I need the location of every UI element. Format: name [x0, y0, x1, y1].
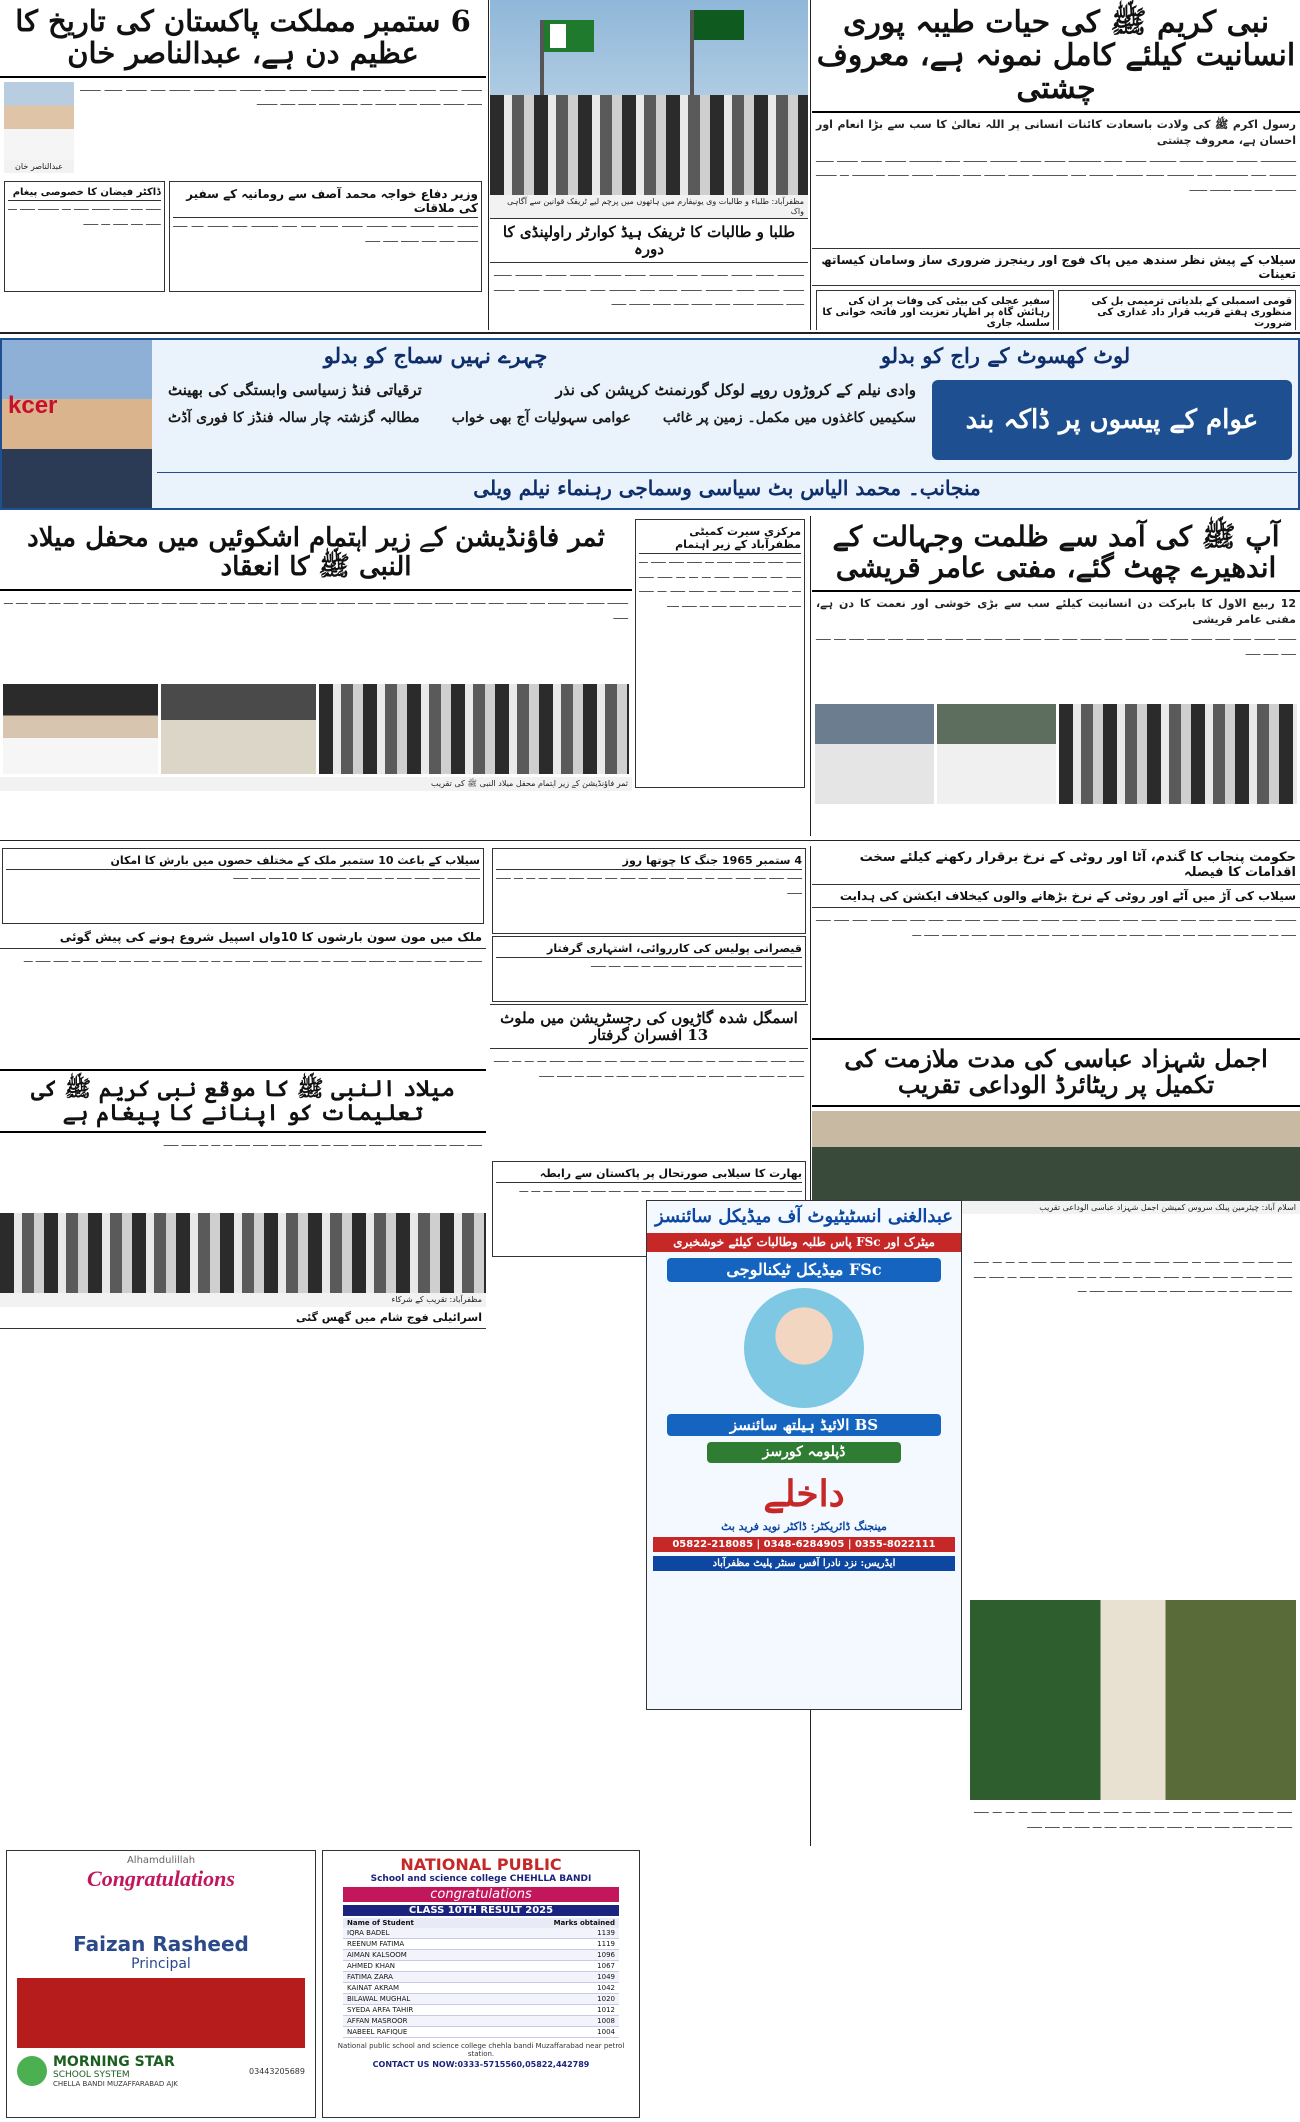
ad-ms-title: Congratulations [87, 1866, 235, 1891]
ad-ms-role: Principal [131, 1956, 191, 1972]
mid-right-column [812, 516, 1300, 836]
ad-national-public [322, 1850, 640, 2118]
mid-left-column [0, 516, 808, 836]
lower-right-column [812, 846, 1300, 1246]
photo-mufti-3 [1059, 704, 1297, 804]
ad-np-address: National public school and science college chehla bandi Muzaffarabad near petrol station. [337, 2042, 625, 2058]
body-top-right: ــــــــــــ ـــــــ ـــــــــ ــــــــ ـــــــــ ـــــــ ــــــ ـــــــــــ ـــــــ ـــــــ ـــــــــ ــــــــ ـــــ ـــــــــــ ـــــــ ـــــــ ـــــــ ــــــ ـــــــــ ـــــ ـــــــــــ ـــــ ـــــــــ ــــــ ـــــــــ ــــــــ ـــــ ــــــــــــ ـــــــ ـــــــ ــــــ ــــــــ ـــــــ ـــــــ ـــــــــــ ـــ ـــــــ ـــــــ ــــــ ــــــ ـــــــ ــــــ [816, 153, 1296, 194]
student-row [343, 2016, 619, 2027]
photo-ceremony-army [970, 1600, 1296, 1800]
student-marks: 1067 [597, 1962, 615, 1970]
student-marks: 1139 [597, 1929, 615, 1937]
portrait-column [4, 82, 74, 174]
body-sep-6: ـــــــ ــــــ ـــــــــ ـــــــ ــــــ ـــــــ ــــــــ ــــــ ـــــــ ـــــــ ــــــ ـــــــ ـــــــ ـــــ ـــــــ ــــــ ـــــــ ـــــ ـــــــ ـــــــ ــــــ ـــــــ ــــ ـــــ ـــــــ ــــــ ـــــ ـــــــ [80, 82, 482, 109]
body-smuggled-cars: ـــــ ـــــ ــــ ـــــ ـــــ ـــ ـــــ ـــــ ـــــ ـــ ـــــ ــــ ـــــ ـــــ ـــــ ـــ ـــ ـــ ـــــ ـــــ ـــ ـــــ ــــ ـــــ ـــــ ـــ ـــــ ـــــ ـــ ـــــ ــــ ـــ ـــــ ـــ ـــــ ـــــ [494, 1054, 804, 1080]
box-seerat-committee: مرکزی سیرت کمیٹی مظفرآباد کے زیر اہتمام ـــــ ـــــ ــــ ـــــ ـــــ ـــ ـــــ ـــــ ـــــ ـــ ـــــ ــــ ـــــ ـــــ ـــــ ـــ ـــ ـــ ـــــ ـــــ ـــ ـــــ ــــ ـــــ ـــــ ـــ ـــــ ـــــ ـــ ـــــ ــــ ـــ ـــــ ـــ ـــــ ـــــ ـــ ـــــ ــــ [635, 519, 805, 788]
caption-traffic-walk: مظفرآباد: طلباء و طالبات وی یونیفارم میں ہاتھوں میں پرچم لیے ٹریفک قوانین سے آگاہی واک [490, 195, 808, 218]
student-name: REENUM FATIMA [347, 1940, 405, 1948]
headline-top-right: نبی کریم ﷺ کی حیات طیبہ پوری انسانیت کیلئے کامل نمونہ ہے، معروف چشتی [812, 0, 1300, 113]
student-marks: 1004 [597, 2028, 615, 2036]
student-name: AIMAN KALSOOM [347, 1951, 407, 1959]
portrait-abdul-nasir [4, 82, 74, 160]
caption-milad-event: مظفرآباد: تقریب کے شرکاء [0, 1293, 486, 1307]
student-marks: 1012 [597, 2006, 615, 2014]
ad-ms-school-sub: SCHOOL SYSTEM [53, 2070, 130, 2080]
student-marks: 1008 [597, 2017, 615, 2025]
student-row [343, 2005, 619, 2016]
photo-mufti-2 [937, 704, 1056, 804]
box-police-arrest: قیصرانی پولیس کی کارروائی، اشتہاری گرفتار ـــــ ـــــ ــــ ـــــ ـــــ ـــ ـــــ ـــــ ـــــ ـــ ـــــ ــــ ـــــ [492, 936, 806, 1002]
headline-traffic-hq: طلبا و طالبات کا ٹریفک ہیڈ کوارٹر راولپنڈی کا دورہ [490, 218, 808, 263]
ad-med-phones: 05822-218085 | 0348-6284905 | 0355-8022111 [653, 1537, 955, 1552]
student-marks: 1020 [597, 1995, 615, 2003]
ad-ms-school: MORNING STAR [53, 2054, 175, 2070]
student-name: BILAWAL MUGHAL [347, 1995, 411, 2003]
student-name: KAINAT AKRAM [347, 1984, 400, 1992]
box-1965-war: 4 ستمبر 1965 جنگ کا چوتھا روز ـــــ ـــــ ــــ ـــــ ـــــ ـــ ـــــ ـــــ ـــــ ـــ ـــــ ــــ ـــــ ـــــ ـــــ ـــ ـــ ـــ ـــــ ـــــ [492, 848, 806, 934]
box-army-flood: سیلاب کے پیش نظر سندھ میں پاک فوج اور رینجرز ضروری ساز وسامان کیساتھ تعینات [812, 248, 1300, 286]
ad-np-contact: CONTACT US NOW:0333-5715560,05822,442789 [372, 2060, 590, 2069]
lower-left-column: سیلاب کے باعث 10 ستمبر ملک کے مختلف حصوں میں بارش کا امکان ـــــ ـــــ ــــ ـــــ ـــــ ـــ ـــــ ـــــ ـــــ ـــ ـــــ ــــ ـــــ ـــــ ـــــ ملک میں مون سون بارشوں کا 10واں اسپیل شروع ہونے کی پیش گوئی ـــــ ـــــ ــــ ـــــ ـــــ ـــ ـــــ ـــــ ـــــ ـــ ـــــ ــــ ـــــ ـــــ ـــــ ـــ ـــ ـــ ـــــ ـــــ ـــ ـــــ ــــ ـــــ ـــــ ـــ ـــــ ـــــ ـــ میلاد النبی ﷺ کا موقع نبی کریم ﷺ کی تعلیمات کو اپنانے کا پیغام ہے ـــــ ـــــ ــــ ـــــ ـــــ ـــ ـــــ ـــــ ـــــ ـــ ـــــ ــــ ـــــ ـــــ ـــــ ـــ ـــ ـــ ـــــ ـــــ مظفرآباد: تقریب کے شرکاء اسرائیلی فوج شام میں گھس گئی [0, 846, 486, 1846]
ad-med-diploma: ڈپلومہ کورسز [707, 1442, 901, 1463]
box-defence-minister: وزیر دفاع خواجہ محمد آصف سے رومانیہ کے سفیر کی ملاقات ـــــــ ـــــ ــــــــ ـــــ ـــــــ ـــــــ ــــــ ـــــ ـــــ ـــــــــ ـــــ ـــــــ ــــ ـــــ ـــــــ ـــــ ـــــ ــــــ ـــــ ـــــ [169, 181, 482, 292]
ad-ms-phone: 03443205689 [249, 2066, 305, 2076]
top-right-column [812, 0, 1300, 330]
ad-medical-institute [646, 1200, 962, 1710]
banner-footer: منجانب۔ محمد الیاس بٹ سیاسی وسماجی رہنماء نیلم ویلی [157, 472, 1297, 499]
headline-smuggled-cars: اسمگل شدہ گاڑیوں کی رجسٹریشن میں ملوث 13 افسران گرفتار [490, 1004, 808, 1049]
photo-samar-1 [3, 684, 158, 774]
ad-med-title: عبدالغنی انسٹیٹیوٹ آف میڈیکل سائنسز [654, 1206, 954, 1227]
top-left-column [0, 0, 486, 330]
student-name: IQRA BADEL [347, 1929, 390, 1937]
body-traffic-hq: ـــــــــ ــــــ ـــــــ ـــــــــ ـــــــ ــــــــ ـــــــ ـــــــــ ـــــــ ـــــــ ـــــــــ ــــــ ـــــــ ـــــــ ــــــ ـــــــــ ـــــــ ــــــ ـــــ ـــــــــ ـــــ ـــــــ ــــــ ـــــــ ـــــــ ــــــ ـــــــــ ـــــــ ـــــ ـــــــ ـــــ ــــــ ـــــــ ـــــ [494, 268, 804, 309]
box-punjab-flour: حکومت پنجاب کا گندم، آٹا اور روٹی کے نرخ برقرار رکھنے کیلئے سخت اقدامات کا فیصلہ [812, 846, 1300, 885]
photo-traffic-walk [490, 0, 808, 195]
banner-line-2: چہرے نہیں سماج کو بدلو [323, 343, 548, 368]
banner-line-6: عوامی سہولیات آج بھی خواب [451, 409, 631, 426]
student-row [343, 1961, 619, 1972]
lead-top-right: رسول اکرم ﷺ کی ولادت باسعادت کائنات انسانی پر اللہ تعالیٰ کا سب سے بڑا انعام اور احسان ہے، معروف چشتی [816, 118, 1296, 147]
lead-mufti-amir: 12 ربیع الاول کا بابرکت دن انسانیت کیلئے سب سے بڑی خوشی اور نعمت کا دن ہے، مفتی عامر قریشی [816, 596, 1296, 626]
ad-np-col-marks: Marks obtained [553, 1919, 615, 1927]
ad-ms-tag: Alhamdulillah [126, 1855, 196, 1866]
box-india-flood: بھارت کا سیلابی صورتحال پر پاکستان سے رابطہ ـــــ ـــــ ــــ ـــــ ـــــ ـــ ـــــ ـــــ ـــــ ـــ ـــــ ــــ ـــــ ـــــ ـــــ ـــ ـــ ـــ [492, 1161, 806, 1257]
student-row [343, 1928, 619, 1939]
banner-line-7: مطالبہ گزشتہ چار سالہ فنڈز کا فوری آڈٹ [168, 409, 420, 426]
photo-milad-event [0, 1213, 486, 1293]
top-middle-column [490, 0, 808, 330]
headline-ajmal-abbasi: اجمل شہزاد عباسی کی مدت ملازمت کی تکمیل پر ریٹائرڈ الوداعی تقریب [812, 1038, 1300, 1107]
student-name: AFFAN MASROOR [347, 2017, 408, 2025]
banner-callout: عوام کے پیسوں پر ڈاکہ بند [932, 380, 1292, 460]
ad-np-table [343, 1928, 619, 2038]
student-row [343, 1950, 619, 1961]
ad-med-photo [744, 1288, 864, 1408]
box-rain-forecast: سیلاب کے باعث 10 ستمبر ملک کے مختلف حصوں میں بارش کا امکان ـــــ ـــــ ــــ ـــــ ـــــ ـــ ـــــ ـــــ ـــــ ـــ ـــــ ــــ ـــــ ـــــ ـــــ [2, 848, 484, 924]
banner-line-4: ترقیاتی فنڈ زسیاسی وابستگی کی بھینٹ [168, 381, 422, 399]
caption-samar-foundation: ثمر فاؤنڈیشن کے زیر اہتمام محفل میلاد النبی ﷺ کی تقریب [0, 777, 632, 791]
ad-med-bs: BS الائیڈ ہیلتھ سائنسز [667, 1414, 941, 1437]
box-condolence: سفیر عجلی کی بیٹی کی وفات پر ان کی رہائش گاہ پر اظہار تعزیت اور فاتحہ خوانی کا سلسلہ جاری [816, 290, 1054, 330]
student-row [343, 1939, 619, 1950]
ad-med-director: مینجنگ ڈائریکٹر: ڈاکٹر نوید فرید بٹ [721, 1520, 887, 1534]
ad-ms-place: CHELLA BANDI MUZAFFARABAD AJK [53, 2080, 178, 2088]
headline-mufti-amir: آپ ﷺ کی آمد سے ظلمت وجہالت کے اندھیرے چھٹ گئے، مفتی عامر قریشی [812, 516, 1300, 592]
headline-milad-teachings: میلاد النبی ﷺ کا موقع نبی کریم ﷺ کی تعلیمات کو اپنانے کا پیغام ہے [0, 1069, 486, 1133]
banner-line-5: سکیمیں کاغذوں میں مکمل۔ زمین پر غائب [662, 409, 916, 426]
body-punjab-flour: ـــــــ ــــــ ـــــ ـــــ ـــــ ـــــ ــــــ ـــــ ـــــ ـــــــ ـــــ ـــــ ــــــ ـــــ ــــــ ـــــ ـــــ ـــــ ـــــ ـــــ ـــــ ــــــ ـــــ ـــــ ـــــ ـــــ ـــ ـــــ ـــــ ـــــ ـــــ ــــ ـــــ ـــــ ـــــ ـــ ـــــ ـــــ ـــ ـــــ ــــ ـــ ـــــ ـــــ ـــــ ـــ ـــــ ـــــ ـــ [816, 913, 1296, 939]
student-name: FATIMA ZARA [347, 1973, 393, 1981]
ad-np-title: NATIONAL PUBLIC [400, 1855, 562, 1874]
banner-line-1: لوٹ کھسوٹ کے راج کو بدلو [880, 343, 1131, 368]
banner-line-3: وادی نیلم کے کروڑوں روپے لوکل گورنمنٹ کرپشن کی نذر [555, 381, 916, 399]
student-marks: 1049 [597, 1973, 615, 1981]
ad-med-offer: میٹرک اور FSc پاس طلبہ وطالبات کیلئے خوشخبری [647, 1233, 961, 1252]
student-name: NABEEL RAFIQUE [347, 2028, 408, 2036]
ad-ms-logo [17, 2056, 47, 2086]
ad-morning-star [6, 1850, 316, 2118]
banner-portrait [2, 340, 152, 508]
lower-right-bottom: ـــــ ـــــ ــــ ـــــ ـــــ ـــ ـــــ ـــــ ـــــ ـــ ـــــ ــــ ـــــ ـــــ ـــــ ـــ ـــ ـــ ـــــ ـــــ ـــ ـــــ ــــ ـــــ ـــــ ـــ ـــــ ـــــ ـــ ـــــ ــــ ـــ ـــــ ـــ ـــــ ـــــ ـــ ـــــ ــــ ـــــ ـــــ ـــــ ـــ ـــ ـــ ـــــ ـــــ ـــ ـــــ ــــ ـــــ ـــــ ـــ ـــــ ـــــ ــــ ـــــ ـــــ ـــ ـــــ ـــــ ـــــ ـــ ـــــ ــــ ـــــ ـــــ ـــــ ـــ ـــ ـــ ـــــ ـــــ ـــ ـــــ ــــ ـــــ ـــــ ـــ ـــــ ـــــ ـــ ـــــ ــــ ـــ ـــــ ـــ ـــــ ـــــ [970, 1250, 1296, 2118]
student-row [343, 1983, 619, 1994]
student-marks: 1096 [597, 1951, 615, 1959]
banner-side-logo: kcer [8, 392, 58, 419]
portrait-byline: عبدالناصر خان [4, 160, 74, 174]
body-mufti-amir: ــــــ ـــــــ ــــــ ـــــ ـــــــ ــــــ ـــــ ــــــــ ــــــ ـــــــ ـــــ ـــــ ــــــ ـــــ ــــــ ـــــ ــــــ ـــــ ــــــ ـــــ ــــــ ـــــ ــــ ـــــ ـــــ ـــــ ـــــ [816, 632, 1296, 658]
ad-ms-results-block [17, 1978, 305, 2048]
caption-farewell: اسلام آباد: چیئرمین پبلک سروس کمیشن اجمل شہزاد عباسی الوداعی تقریب [812, 1201, 1300, 1215]
ad-np-result: CLASS 10TH RESULT 2025 [343, 1905, 619, 1916]
box-doctor-message: ڈاکٹر فیضان کا خصوصی پیغام ـــــ ــــ ـــــ ــــــ ـــــ ـــ ـــــــ ـــــ ـــ ـــــ ــــ ـــــ ـــ ـــــ [4, 181, 165, 292]
photo-samar-2 [161, 684, 316, 774]
student-name: AHMED KHAN [347, 1962, 396, 1970]
box-israel-syria: اسرائیلی فوج شام میں گھس گئی [0, 1307, 486, 1329]
body-samar-foundation: ـــــــ ــــــ ـــــ ــــــ ـــــ ـــــــ ـــــ ـــــ ــــ ــــــ ـــــ ـــــــ ـــــ ـــــ ــــــ ـــــ ـــــ ــــــ ــــ ـــــ ـــــ ـــ ـــــ ــــــ ـــــ ــــ ـــــ ـــــ ـــــ ـــ ـــــ ــــ ـــــ ــــ ـــ ـــــ [4, 596, 628, 622]
headline-samar-foundation: ثمر فاؤنڈیشن کے زیر اہتمام اشکوئیں میں محفل میلاد النبی ﷺ کا انعقاد [0, 516, 632, 591]
box-monsoon: ملک میں مون سون بارشوں کا 10واں اسپیل شروع ہونے کی پیش گوئی [0, 926, 486, 949]
box-flour-action: سیلاب کی آڑ میں آٹے اور روٹی کے نرخ بڑھانے والوں کیخلاف ایکشن کی ہدایت [812, 885, 1300, 908]
ad-np-subtitle: School and science college CHEHLLA BANDI [370, 1874, 592, 1884]
ad-ms-name: Faizan Rasheed [73, 1932, 249, 1956]
student-marks: 1119 [597, 1940, 615, 1948]
ad-med-fsc: FSc میڈیکل ٹیکنالوجی [667, 1258, 941, 1282]
ad-np-col-name: Name of Student [347, 1919, 414, 1927]
ad-med-address: ایڈریس: نزد نادرا آفس سنٹر پلیٹ مظفرآباد [653, 1556, 955, 1571]
headline-sep-6: 6 ستمبر مملکت پاکستان کی تاریخ کا عظیم دن ہے، عبدالناصر خان [0, 0, 486, 78]
student-name: SYEDA ARFA TAHIR [347, 2006, 414, 2014]
student-marks: 1042 [597, 1984, 615, 1992]
corruption-banner [0, 338, 1300, 510]
student-row [343, 2027, 619, 2038]
photo-samar-3 [319, 684, 629, 774]
ad-np-congrats: congratulations [343, 1887, 619, 1902]
student-row [343, 1994, 619, 2005]
box-assembly: قومی اسمبلی کے بلدیاتی ترمیمی بل کی منظوری ہفتے قریب قرار داد غداری کی ضرورت [1058, 290, 1296, 330]
photo-farewell [812, 1111, 1300, 1201]
photo-mufti-1 [815, 704, 934, 804]
ad-med-admission: داخلے [763, 1473, 845, 1516]
student-row [343, 1972, 619, 1983]
